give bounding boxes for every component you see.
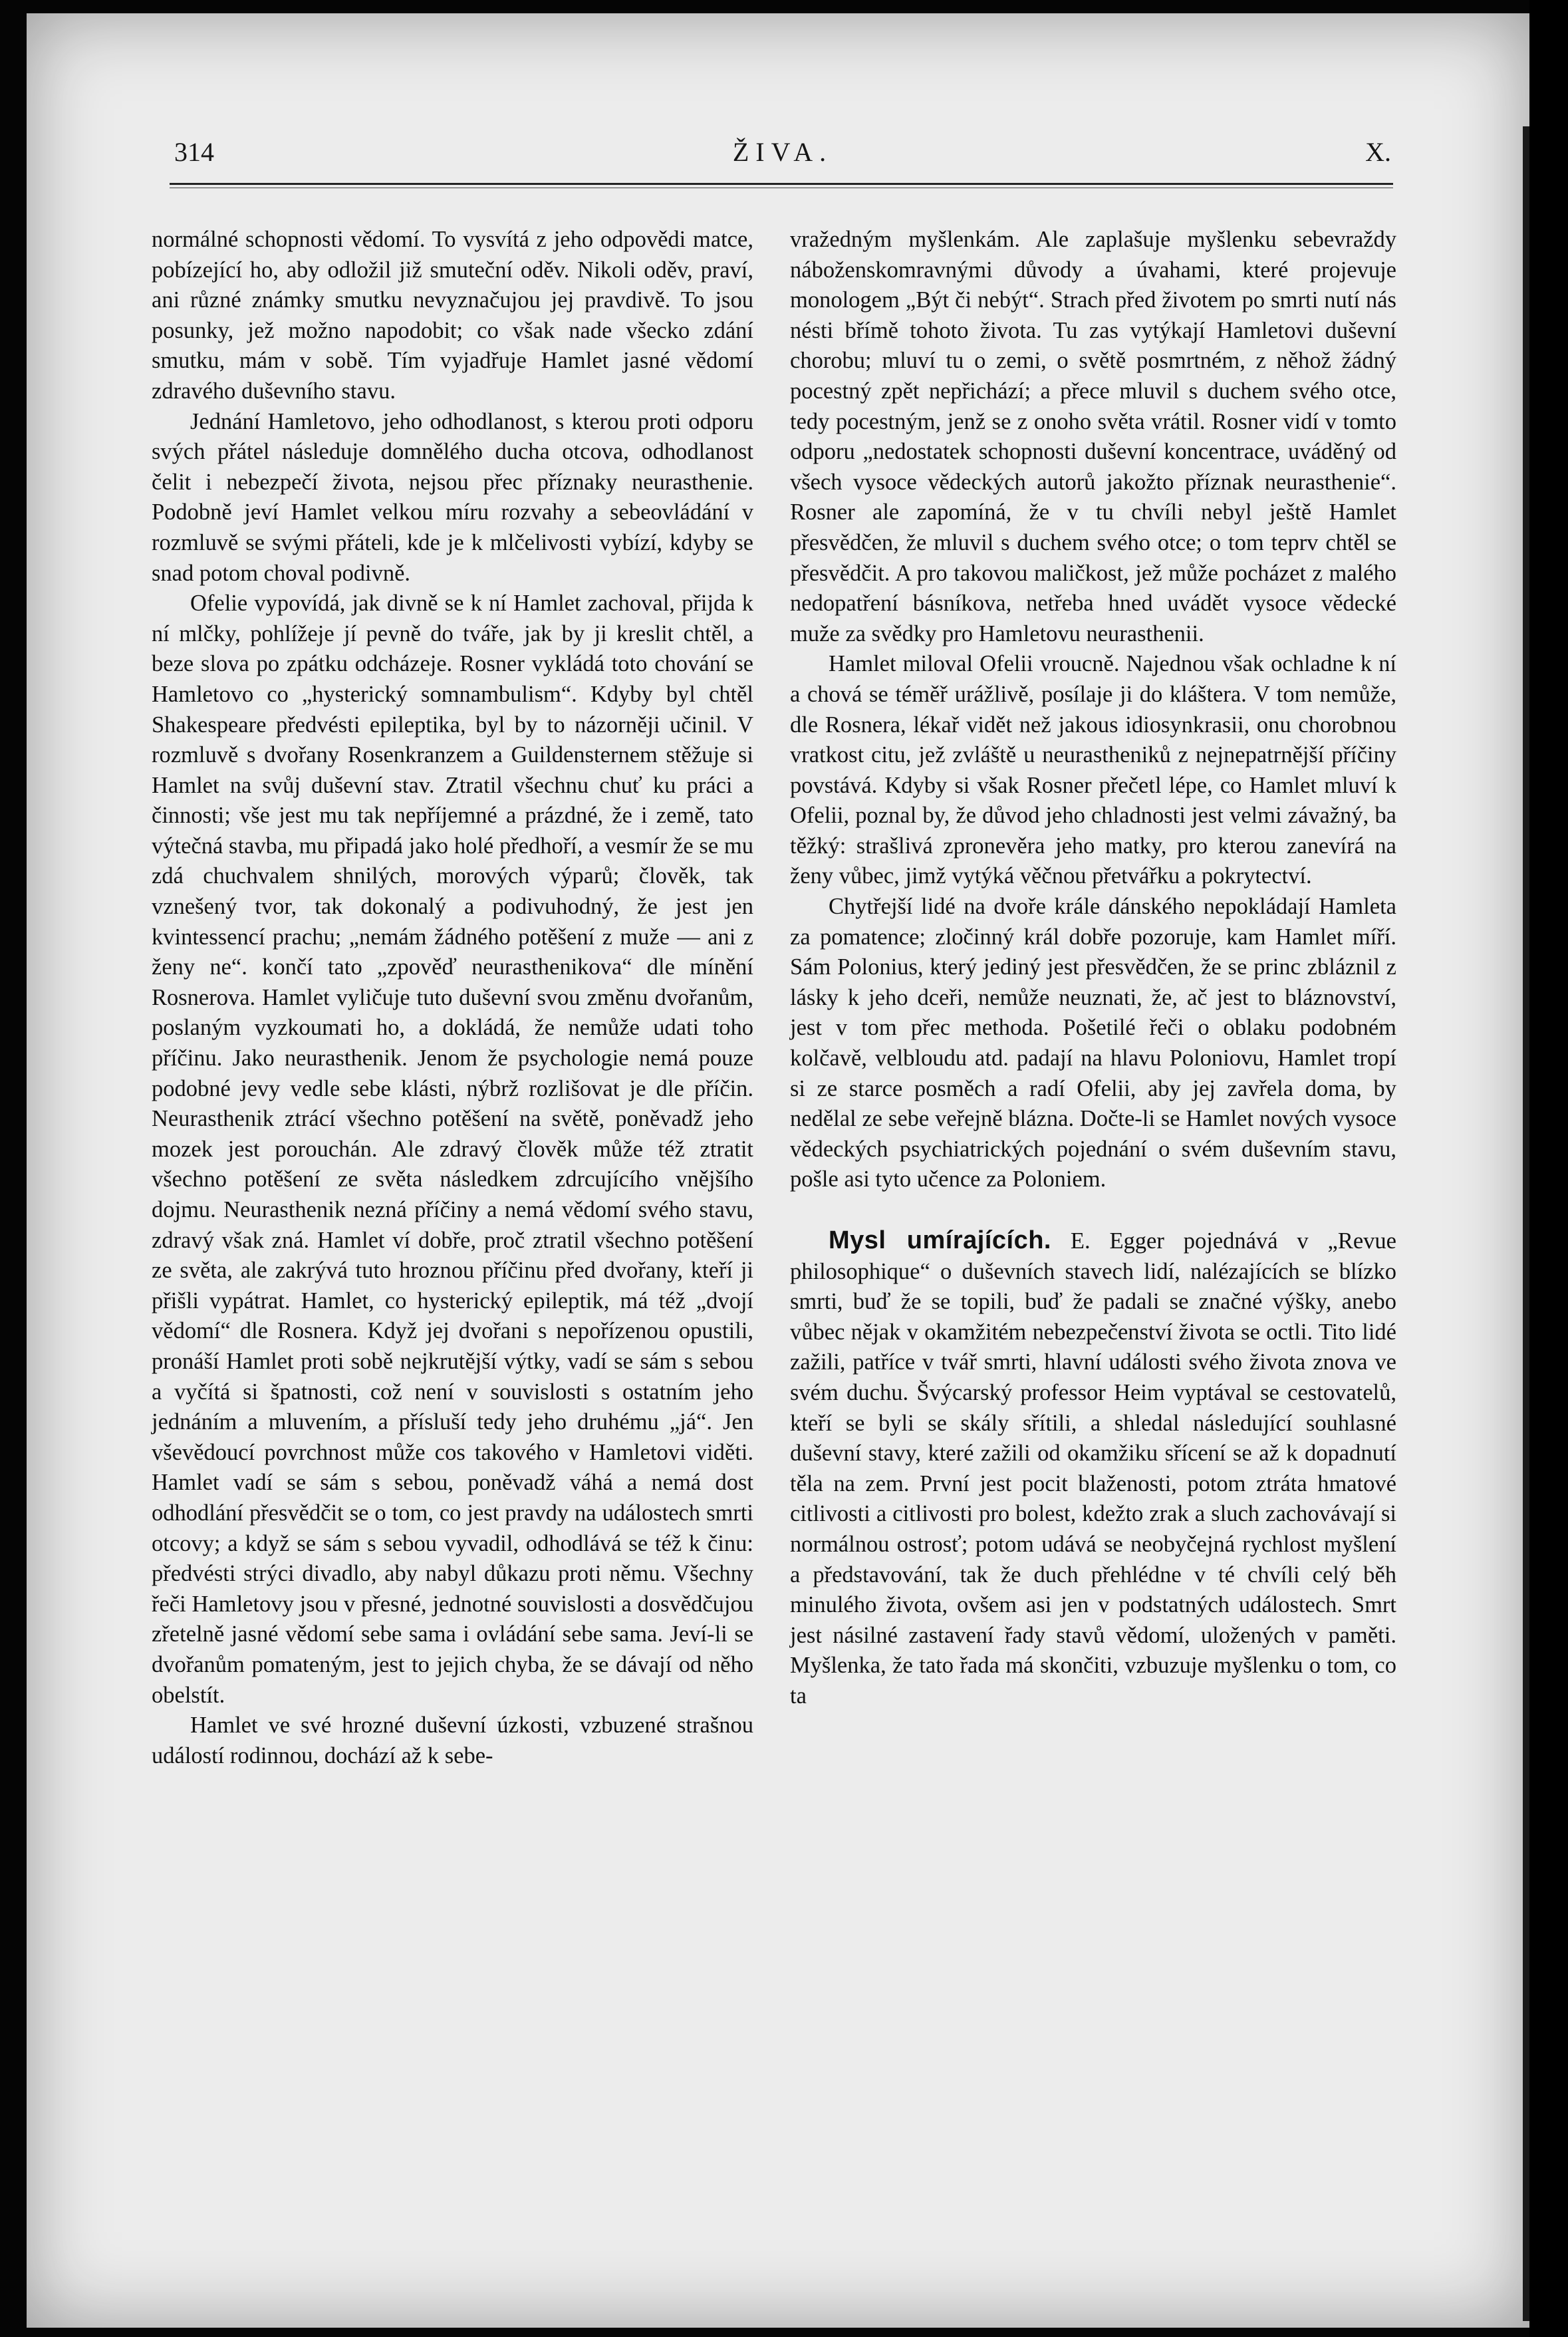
right-column [790, 225, 1396, 1712]
section-text: E. Egger pojednává v „Revue philosophique“ o duševních stavech lidí, nalézajících se blízko smrti, buď že se topili, buď že padali se značné výšky, anebo vůbec nějak v okamžitém nebezpečenství života se octli. Tito lidé zažili, patříce v tvář smrti, hlavní události svého života znova ve svém duchu. Švýcarský professor Heim vyptával se cestovatelů, kteří se byli se skály sřítili, a shledal následující souhlasné duševní stavy, které zažili od okamžiku sřícení se až k dopadnutí těla na zem. První jest pocit blaženosti, potom ztráta hmatové citlivosti a citlivosti pro bolest, kdežto zrak a sluch zachovávají si normálnou ostrosť; potom udává se neobyčejná rychlost myšlení a představování, tak že duch přehlédne v té chvíli celý běh minulého života, ovšem asi jen v podstatných událostech. Smrt jest násilné zastavení řady stavů vědomí, uložených v paměti. Myšlenka, že tato řada má skončiti, vzbuzuje myšlenku o tom, co ta [790, 1228, 1396, 1709]
section-title: Mysl umírajících. [829, 1226, 1051, 1254]
header-rule [170, 183, 1393, 185]
paragraph: Hamlet miloval Ofelii vroucně. Najednou však ochladne k ní a chová se téměř urážlivě, posílaje ji do kláštera. V tom nemůže, dle Rosnera, lékař vidět než jakous idiosynkrasii, onu chorobnou vratkost citu, jež zvláště u neurastheniků z nejnepatrnější příčiny povstává. Kdyby si však Rosner přečetl lépe, co Hamlet mluví k Ofelii, poznal by, že důvod jeho chladnosti jest velmi závažný, ba těžký: strašlivá zpronevěra jeho matky, pro kterou zanevírá na ženy vůbec, jimž vytýká věčnou přetvářku a pokrytectví. [790, 651, 1396, 889]
paragraph: Jednání Hamletovo, jeho odhodlanost, s kterou proti odporu svých přátel následuje domnělého ducha otcova, odhodlanost čelit i nebezpečí života, nejsou přec příznaky neurasthenie. Podobně jeví Hamlet velkou míru rozvahy a sebeovládání v rozmluvě se svými přáteli, kde je k mlčelivosti vybízí, kdyby se snad potom choval podivně. [152, 408, 753, 586]
scan-border [1529, 0, 1568, 2337]
running-header [174, 136, 1391, 176]
page-number: 314 [174, 137, 214, 167]
paragraph: vražedným myšlenkám. Ale zaplašuje myšlenku sebevraždy náboženskomravnými důvody a úvahami, které projevuje monologem „Být či nebýt“. Strach před životem po smrti nutí nás nésti břímě tohoto života. Tu zas vytýkají Hamletovi duševní chorobu; mluví tu o zemi, o světě posmrtném, z něhož žádný pocestný zpět nepřichází; a přece mluvil s duchem svého otce, tedy pocestným, jenž se z onoho světa vrátil. Rosner vidí v tomto odporu „nedostatek schopnosti duševní koncentrace, uváděný od všech vysoce vědeckých autorů jakožto příznak neurasthenie“. Rosner ale zapomíná, že v tu chvíli nebyl ještě Hamlet přesvědčen, že mluvil s duchem svého otce; o tom teprv chtěl se přesvědčit. A pro takovou maličkost, jež může pocházet z malého nedopatření básníkova, netřeba hned uvádět vysoce vědecké muže za svědky pro Hamletovu neurasthenii. [790, 227, 1396, 646]
paragraph: Ofelie vypovídá, jak divně se k ní Hamlet zachoval, přijda k ní mlčky, pohlížeje jí pevně do tváře, jak by ji kreslit chtěl, a beze slova po zpátku odcházeje. Rosner vykládá toto chování se Hamletovo co „hysterický somnambulism“. Kdyby byl chtěl Shakespeare předvésti epileptika, byl by to názorněji učinil. V rozmluvě s dvořany Rosenkranzem a Guildensternem stěžuje si Hamlet na svůj duševní stav. Ztratil všechnu chuť ku práci a činnosti; vše jest mu tak nepříjemné a prázdné, že i země, tato výtečná stavba, mu připadá jako holé předhoří, a vesmír že se mu zdá chuchvalem shnilých, morových výparů; člověk, tak vznešený tvor, tak dokonalý a podivuhodný, že jest jen kvintessencí prachu; „nemám žádného potěšení z muže — ani z ženy ne“. končí tato „zpověď neurasthenikova“ dle mínění Rosnerova. Hamlet vyličuje tuto duševní svou změnu dvořanům, poslaným vyzkoumati ho, a dokládá, že nemůže udati toho příčinu. Jako neurasthenik. Jenom že psychologie nemá pouze podobné jevy vedle sebe klásti, nýbrž rozlišovat je dle příčin. Neurasthenik ztrácí všechno potěšení na světě, poněvadž jeho mozek jest porouchán. Ale zdravý člověk může též ztratit všechno potěšení ze světa následkem zdrcujícího vnějšího dojmu. Neurasthenik nezná příčiny a nemá vědomí svého stavu, zdravý však zná. Hamlet ví dobře, proč ztratil všechno potěšení ze světa, ale zakrývá tuto hroznou příčinu před dvořany, kteří ji přišli vypátrat. Hamlet, co hysterický epileptik, má též „dvojí vědomí“ dle Rosnera. Když jej dvořani s nepořízenou opustili, pronáší Hamlet proti sobě nejkrutější výtky, vadí se sám s sebou a vyčítá si špatnosti, což není v souvislosti s ostatním jeho jednáním a mluvením, a přísluší tedy jeho druhému „já“. Jen vševědoucí povrchnost může cos takového v Hamletovi viděti. Hamlet vadí se sám s sebou, poněvadž váhá a nemá dost odhodlání přesvědčit se o tom, co jest pravdy na událostech smrti otcovy; a když se sám s sebou vyvadil, odhodlává se též k činu: předvésti strýci divadlo, aby nabyl důkazu proti němu. Všechny řeči Hamletovy jsou v přesné, jednotné souvislosti a dosvědčujou zřetelně jasné vědomí sebe sama i ovládání sebe sama. Jeví-li se dvořanům pomateným, jest to jejich chyba, že se dávají od něho obelstít. [152, 591, 753, 1708]
paragraph: Hamlet ve své hrozné duševní úzkosti, vzbuzené strašnou událostí rodinnou, dochází až k sebe- [152, 1713, 753, 1768]
volume-number: X. [1365, 137, 1391, 167]
section-paragraph [790, 1226, 1396, 1712]
paragraph: Chytřejší lidé na dvoře krále dánského nepokládají Hamleta za pomatence; zločinný král dobře pozoruje, kam Hamlet míří. Sám Polonius, který jediný jest přesvědčen, že se princ zbláznil z lásky k jeho dceři, nemůže neuznati, že, ač jest to bláznovství, jest v tom přec methoda. Pošetilé řeči o oblaku podobném kolčavě, velbloudu atd. padají na hlavu Poloniovu, Hamlet tropí si ze starce posměch a radí Ofelii, aby jej zavřela doma, by nedělal ze sebe veřejně blázna. Dočte-li se Hamlet nových vysoce vědeckých psychiatrických pojednání o svém duševním stavu, pošle asi tyto učence za Poloniem. [790, 894, 1396, 1192]
paragraph: normálné schopnosti vědomí. To vysvítá z jeho odpovědi matce, pobízející ho, aby odložil již smuteční oděv. Nikoli oděv, praví, ani různé známky smutku nevyznačujou jej pravdivě. To jsou posunky, jež možno napodobit; co však nade všecko zdání smutku, mám v sobě. Tím vyjadřuje Hamlet jasné vědomí zdravého duševního stavu. [152, 227, 753, 404]
journal-title: ŽIVA. [732, 137, 833, 167]
left-column [152, 225, 753, 1771]
